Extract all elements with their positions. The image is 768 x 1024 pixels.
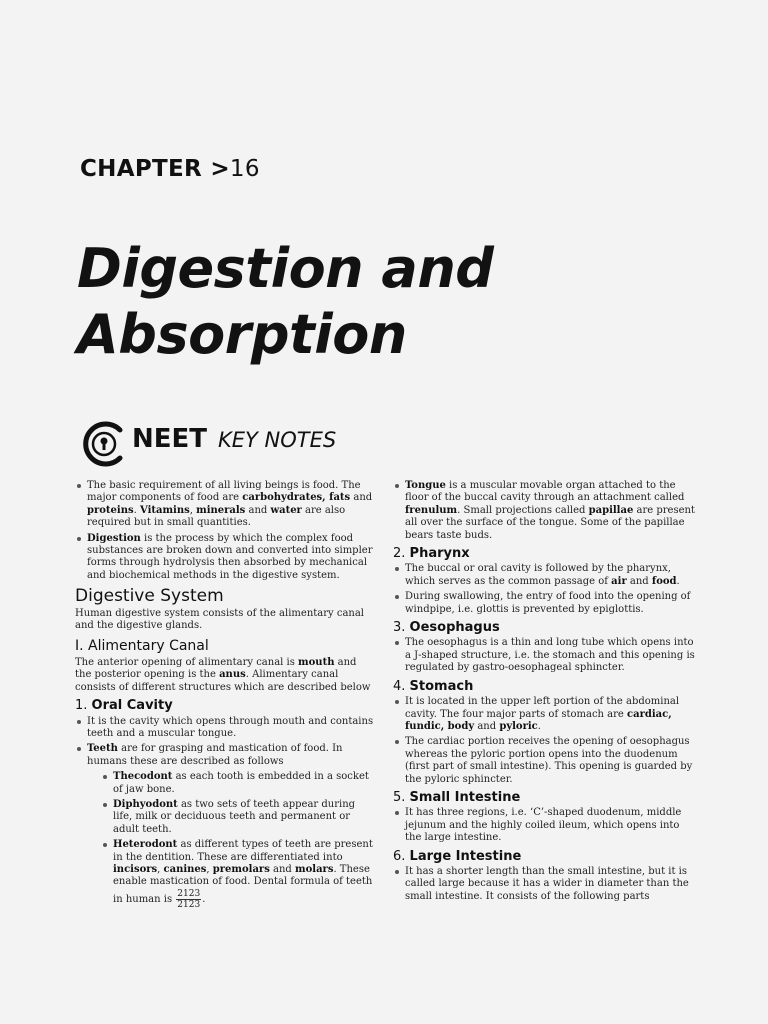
left-column	[75, 480, 375, 913]
chapter-arrow: >	[210, 156, 230, 182]
right-column	[393, 480, 695, 906]
oral-cavity-heading: 1. Oral Cavity	[75, 698, 173, 714]
list-item: The basic requirement of all living beings is food. The major components of food are carbohydrates, fats and proteins. Vitamins, minerals and water are also required but in small quantities.	[75, 480, 375, 530]
list-item: Thecodont as each tooth is embedded in a socket of jaw bone.	[101, 771, 375, 796]
oesophagus-heading: 3. Oesophagus	[393, 620, 500, 636]
oesophagus-list	[393, 637, 695, 674]
key-notes-word: KEY NOTES	[218, 428, 337, 452]
list-item: It is located in the upper left portion of the abdominal cavity. The four major parts of stomach are cardiac, fundic, body and pyloric.	[393, 696, 695, 733]
list-item: It has three regions, i.e. ‘C’-shaped duodenum, middle jejunum and the highly coiled ileum, which opens into the large intestine.	[393, 807, 695, 844]
list-item: The buccal or oral cavity is followed by the pharynx, which serves as the common passage of air and food.	[393, 563, 695, 588]
neet-key-notes-banner	[80, 418, 380, 470]
list-item: It has a shorter length than the small intestine, but it is called large because it has a wider in diameter than the small intestine. It consists of the following parts	[393, 866, 695, 903]
digestive-system-text: Human digestive system consists of the alimentary canal and the digestive glands.	[75, 607, 365, 632]
teeth-sublist	[87, 771, 375, 910]
list-item: Heterodont as different types of teeth are present in the dentition. These are differentiated into incisors, canines, premolars and molars. These enable mastication of food. Dental formula of teeth in human is $\frac{2123}{2123}$ .	[101, 839, 375, 910]
chapter-word: CHAPTER	[80, 156, 202, 182]
large-intestine-list	[393, 866, 695, 903]
small-intestine-heading: 5. Small Intestine	[393, 789, 521, 805]
stomach-list	[393, 696, 695, 786]
oral-cavity-list	[75, 716, 375, 910]
list-item: The oesophagus is a thin and long tube which opens into a J-shaped structure, i.e. the stomach and this opening is regulated by gastro-oesophageal sphincter.	[393, 637, 695, 674]
intro-list	[75, 480, 375, 582]
digestive-system-heading: Digestive System	[75, 586, 224, 607]
alimentary-canal-text: The anterior opening of alimentary canal is mouth and the posterior opening is the anus. Alimentary canal consists of different structures which are described below	[75, 656, 371, 693]
list-item: Tongue is a muscular movable organ attached to the floor of the buccal cavity through an attachment called frenulum. Small projections called papillae are present all over the surface of the tongue. Some of the papillae bears taste buds.	[393, 480, 695, 542]
list-item: The cardiac portion receives the opening of oesophagus whereas the pyloric portion opens into the duodenum (first part of small intestine). This opening is guarded by the pyloric sphincter.	[393, 736, 695, 786]
chapter-number: 16	[229, 156, 260, 182]
list-item: It is the cavity which opens through mouth and contains teeth and a muscular tongue.	[75, 716, 375, 741]
title-line-1: Digestion and	[77, 237, 494, 300]
list-item: During swallowing, the entry of food into the opening of windpipe, i.e. glottis is prevented by epiglottis.	[393, 591, 695, 616]
small-intestine-list	[393, 807, 695, 844]
list-item: Diphyodont as two sets of teeth appear during life, milk or deciduous teeth and permanent or adult teeth.	[101, 799, 375, 836]
alimentary-canal-heading: I. Alimentary Canal	[75, 638, 209, 655]
pharynx-heading: 2. Pharynx	[393, 546, 470, 562]
pharynx-list	[393, 563, 695, 616]
stomach-heading: 4. Stomach	[393, 678, 474, 694]
chapter-label	[80, 156, 260, 182]
dental-formula-fraction: $\frac{2123}{2123}$	[177, 888, 201, 910]
page-title	[77, 236, 493, 368]
list-item: Teeth are for grasping and mastication of food. In humans these are described as follows Thecodont as each tooth is embedded in a socket of jaw bone. Diphyodont as two sets of teeth appear during life, milk or deciduous teeth and permanent or adult teeth. Heterodont as different types of teeth are present in the dentition. These are differentiated into incisors, canines, premolars and molars. These enable mastication of food. Dental formula of teeth in human is $\frac{2123}{2123}$ .	[75, 743, 375, 909]
keyhole-circle-icon	[80, 420, 128, 468]
list-item: Digestion is the process by which the complex food substances are broken down and converted into simpler forms through hydrolysis then absorbed by mechanical and biochemical methods in the digestive system.	[75, 533, 375, 583]
large-intestine-heading: 6. Large Intestine	[393, 848, 522, 864]
tongue-list	[393, 480, 695, 542]
title-line-2: Absorption	[77, 303, 407, 366]
neet-word: NEET	[132, 424, 208, 454]
